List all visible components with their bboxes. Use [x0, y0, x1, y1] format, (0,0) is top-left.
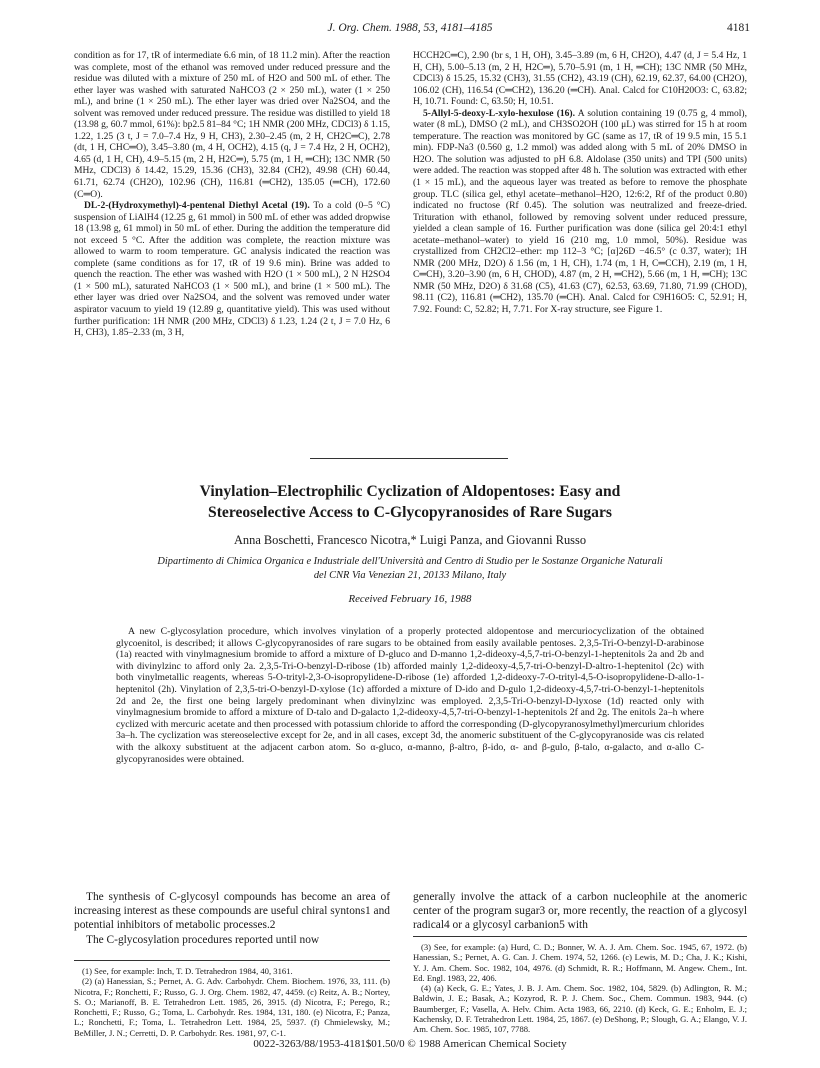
footnote-rule [413, 936, 747, 937]
footnote: (4) (a) Keck, G. E.; Yates, J. B. J. Am. Chem. Soc. 1982, 104, 5829. (b) Adlington, R. M.; Baldwin, J. E.; Basak, A.; Kozyrod, R. P. J. Chem. Soc., Chem. Commun. 1983, 944. (c) Baumberger, F.; Vasella, A. Helv. Chim. Acta 1983, 66, 2210. (d) Keck, G. E.; Enholm, E. J.; Kachensky, D. F. Tetrahedron Lett. 1984, 25, 1867. (e) DeShong, P.; Slough, G. A.; Elango, V. J. Am. Chem. Soc. 1985, 107, 7788. [413, 983, 747, 1035]
experimental-text: To a cold (0–5 °C) suspension of LiAlH4 (12.25 g, 61 mmol) in 500 mL of ether was added dropwise 18 (13.98 g, 61 mmol) in 50 mL of ether. During the addition the temperature did not exceed 5 °C. After the addition was complete, the reaction mixture was allowed to warm to room temperature. GC analysis indicated the reaction was complete (same conditions as for 17, tR of 19 9.6 min). Brine was added to quench the reaction. The ether was washed with H2O (1 × 500 mL), 2 N H2SO4 (1 × 500 mL), saturated NaHCO3 (1 × 500 mL), and brine (1 × 500 mL). The ether layer was dried over Na2SO4, and the solvent was removed under water aspirator vacuum to yield 19 (12.89 g, quantitative yield). This was used without further purification: 1H NMR (200 MHz, CDCl3) δ 1.23, 1.24 (2 t, J = 7.0 Hz, 6 H, CH3), 1.85–2.33 (m, 3 H, [74, 200, 390, 339]
footnote-rule [74, 960, 390, 961]
author-list: Anna Boschetti, Francesco Nicotra,* Luigi Panza, and Giovanni Russo [233, 533, 587, 547]
experimental-paragraph [74, 200, 390, 339]
footnote: (1) See, for example: Inch, T. D. Tetrahedron 1984, 40, 3161. [82, 966, 293, 976]
article-title [80, 481, 740, 523]
footnote: (3) See, for example: (a) Hurd, C. D.; Bonner, W. A. J. Am. Chem. Soc. 1945, 67, 1972. (b) Hanessian, S.; Pernet, A. G. Can. J. Chem. 1974, 52, 1266. (c) Lewis, M. D.; Cha, J. K.; Kishi, Y. J. Am. Chem. Soc. 1982, 104, 4976. (d) Schmidt, R. R.; Hoffmann, M. Angew. Chem., Int. Ed. Engl. 1983, 22, 406. [413, 942, 747, 983]
running-header [70, 22, 750, 38]
footnotes-left [74, 966, 390, 1038]
article-divider [310, 458, 508, 459]
page-number: 4181 [727, 22, 750, 34]
experimental-paragraph: HCCH2C═C), 2.90 (br s, 1 H, OH), 3.45–3.89 (m, 6 H, CH2O), 4.47 (d, J = 5.4 Hz, 1 H, CH), 5.00–5.13 (m, 2 H, H2C═), 5.70–5.91 (m, 1 H, ═CH); 13C NMR (50 MHz, CDCl3) δ 15.25, 15.32 (CH3), 31.55 (CH2), 43.19 (CH), 62.19, 62.37, 64.00 (CH2O), 106.02 (CH), 116.54 (C═CH2), 136.20 (═CH). Anal. Calcd for C10H20O3: C, 63.82; H, 10.71. Found: C, 63.50; H, 10.51. [413, 50, 747, 108]
body-paragraph: The C-glycosylation procedures reported until now [86, 933, 320, 946]
footnote: (2) (a) Hanessian, S.; Pernet, A. G. Adv. Carbohydr. Chem. Biochem. 1976, 33, 111. (b) Nicotra, F.; Ronchetti, F.; Russo, G. J. Org. Chem. 1982, 47, 4459. (c) Reitz, A. B.; Nortey, S. O.; Marianoff, B. E. Tetrahedron Lett. 1985, 26, 3915. (d) Nicotra, F.; Perego, R.; Ronchetti, F.; Russo, G.; Toma, L. Carbohydr. Res. 1984, 131, 180. (e) Nicotra, F.; Panza, L.; Ronchetti, F.; Toma, L. Tetrahedron Lett. 1984, 25, 5937. (f) Chmielewsky, M.; BeMiller, J. N.; Cerretti, D. P. Carbohydr. Res. 1981, 97, C-1. [74, 976, 390, 1038]
prev-article-left-column [74, 50, 390, 339]
body-left-column [74, 890, 390, 947]
prev-article-right-column [413, 50, 747, 316]
footnotes-right [413, 942, 747, 1035]
body-right-column: generally involve the attack of a carbon nucleophile at the anomeric center of the program sugar3 or, more recently, the reaction of a glycosyl radical4 or a glycosyl carbanion5 with [413, 891, 747, 932]
body-paragraph: The synthesis of C-glycosyl compounds has become an area of increasing interest as these compounds are useful chiral syntons1 and potential inhibitors of metabolic processes.2 [74, 891, 391, 932]
received-date: Received February 16, 1988 [348, 593, 472, 605]
journal-citation: J. Org. Chem. 1988, 53, 4181–4185 [327, 22, 493, 34]
title-line: Stereoselective Access to C-Glycopyranosides of Rare Sugars [208, 504, 612, 521]
abstract: A new C-glycosylation procedure, which involves vinylation of a properly protected aldopentose and mercuriocyclization of the obtained glycoenitol, is described; it allows C-glycopyranosides of rare sugars to be obtained from easily available pentoses. 2,3,5-Tri-O-benzyl-D-arabinose (1a) reacted with vinylmagnesium bromide to afford a mixture of D-gluco and D-manno 1,2-dideoxy-4,5,7-tri-O-benzyl-1-heptenitols 2a and 2b and with divinylzinc to afford only 2a. 2,3,5-Tri-O-benzyl-D-ribose (1b) afforded mainly 1,2-dideoxy-4,5,7-tri-O-benzyl-D-altro-1-heptenitol (2c) with both vinylmetallic reagents, whereas 5-O-trityl-2,3-O-isopropylidene-D-ribose (1e) afforded 1,2-dideoxy-7-O-trityl-4,5-O-isopropylidene-D-allo-1-heptenitol (2h). Vinylation of 2,3,5-tri-O-benzyl-D-xylose (1c) afforded a mixture of D-ido and D-gulo 1,2-dideoxy-4,5,7-tri-O-benzyl-1-heptenitols 2d and 2e, the first one being largely predominant when divinylzinc was employed. 2,3,5-Tri-O-benzyl-D-lyxose (1d) reacted only with vinylmagnesium bromide to afford a mixture of D-talo and D-galacto 1,2-dideoxy-4,5,7-tri-O-benzyl-1-heptenitols 2f and 2g. The enitols 2a–h where cyclized with mercuric acetate and then processed with potassium chloride to afford the corresponding (D-glycopyranosylmethyl)mercurium chlorides 3a–h. The cyclization was stereoselective except for 2e, and in all cases, except 3d, the anomeric substituent of the C-glycopyranoside was cis related with the alkoxy substituent at the adjacent carbon atom. So α-gluco, α-manno, β-altro, β-ido, α- and β-gulo, β-talo, α-galacto, and α-allo C-glycopyranosides were obtained. [116, 626, 704, 765]
experimental-paragraph: condition as for 17, tR of intermediate 6.6 min, of 18 11.2 min). After the reaction was complete, most of the ethanol was removed under reduced pressure and the residue was diluted with a mixture of 250 mL of H2O and 500 mL of ether. The ether layer was washed with saturated NaHCO3 (2 × 250 mL), water (1 × 250 mL), and brine (1 × 250 mL). The ether layer was dried over Na2SO4, and the solvent was removed under reduced pressure. The residue was distilled to yield 18 (13.98 g, 60.7 mmol, 61%): bp2.5 81–84 °C; 1H NMR (200 MHz, CDCl3) δ 1.15, 1.22, 1.25 (3 t, J = 7.0–7.4 Hz, 9 H, CH3), 2.30–2.45 (m, 2 H, CH2C═C), 2.78 (dt, 1 H, CHC═O), 3.45–3.80 (m, 4 H, OCH2), 4.15 (q, J = 7.4 Hz, 2 H, OCH2), 4.65 (d, 1 H, CH), 4.9–5.15 (m, 2 H, H2C═), 5.75 (m, 1 H, ═CH); 13C NMR (50 MHz, CDCl3) δ 14.42, 15.29, 15.36 (CH3), 32.84 (CH2), 49.98 (CH) 60.44, 61.71, 62.74 (CH2O), 102.96 (CH), 116.81 (═CH2), 135.05 (═CH), 172.60 (C═O). [74, 50, 390, 200]
experimental-text: A solution containing 19 (0.75 g, 4 mmol), water (8 mL), DMSO (2 mL), and CH3SO2OH (100 μL) was stirred for 15 h at room temperature. The reaction was monitored by GC (same as 17, tR of 19 9.5 min, 15 5.1 min). FDP-Na3 (0.560 g, 1.2 mmol) was added along with 5 mL of 20% DMSO in H2O. The solution was adjusted to pH 6.8. Aldolase (350 units) and TPI (500 units) were added. The reaction was stopped after 48 h. The solution was extracted with ether (1 × 15 mL), and the aqueous layer was treated as before to remove the phosphate group. TLC (silica gel, ethyl acetate–methanol–H2O, 12:6:2, Rf of the product 0.80) indicated no fructose (Rf 0.45). The solution was neutralized and freeze-dried. Trituration with ethanol, followed by removing solvent under reduced pressure, yielded a clean sample of 16. Further purification was done (silica gel 20:4:1 ethyl acetate–methanol–water) to yield 16 (210 mg, 1.0 mmol, 50%). Residue was crystallized from CH2Cl2–ether: mp 112–3 °C; [α]26D −46.5° (c 0.37, water); 1H NMR (200 MHz, D2O) δ 1.56 (m, 1 H, CH), 1.74 (m, 1 H, C═CCH), 2.19 (m, 1 H, C═CH), 3.20–3.90 (m, 6 H, CHOD), 4.87 (m, 2 H, ═CH2), 5.66 (m, 1 H, ═CH); 13C NMR (50 MHz, D2O) δ 31.68 (C5), 41.63 (C7), 62.53, 63.69, 71.80, 71.99 (CHOD), 98.11 (C2), 116.81 (═CH2), 135.70 (═CH). Anal. Calcd for C9H16O5: C, 52.91; H, 7.92. Found: C, 52.82; H, 7.71. For X-ray structure, see Figure 1. [413, 107, 747, 316]
title-line: Vinylation–Electrophilic Cyclization of Aldopentoses: Easy and [199, 483, 621, 500]
experimental-paragraph [413, 108, 747, 316]
compound-heading: 5-Allyl-5-deoxy-L-xylo-hexulose (16). [423, 107, 575, 119]
compound-heading: DL-2-(Hydroxymethyl)-4-pentenal Diethyl Acetal (19). [84, 200, 310, 212]
affiliation: Dipartimento di Chimica Organica e Industriale dell'Università and Centro di Studio per le Sostanze Organiche Naturali del CNR Via Venezian 21, 20133 Milano, Italy [157, 556, 663, 581]
copyright-footer: 0022-3263/88/1953-4181$01.50/0 © 1988 American Chemical Society [253, 1038, 567, 1050]
